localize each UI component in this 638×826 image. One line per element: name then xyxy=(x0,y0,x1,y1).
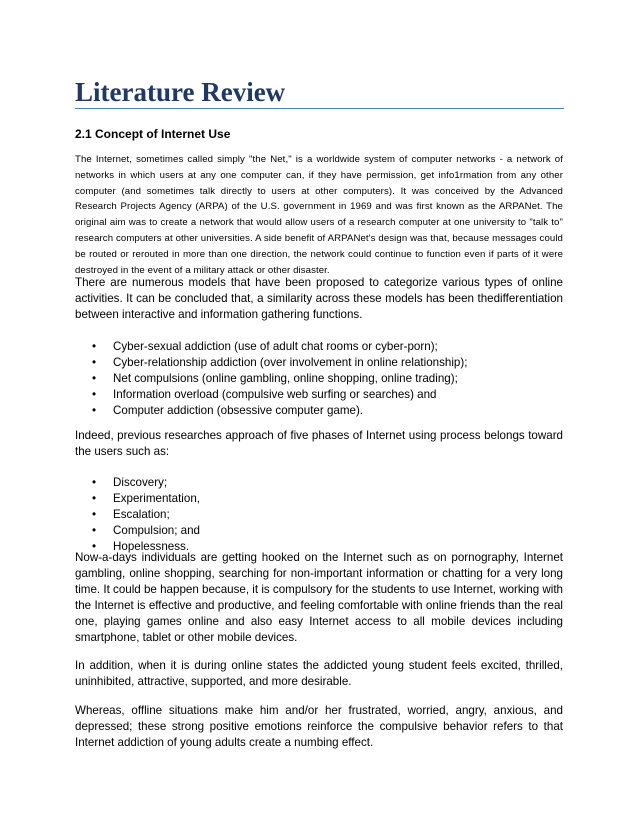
intro-paragraph: The Internet, sometimes called simply "the Net," is a worldwide system of computer networks - a network of networks in which users at any one computer can, if they have permission, get info1rmation from any other computer (and sometimes talk directly to users at other computers). It was conceived by the Advanced Research Projects Agency (ARPA) of the U.S. government in 1969 and was first known as the ARPANet. The original aim was to create a network that would allow users of a research computer at one university to "talk to" research computers at other universities. A side benefit of ARPANet's design was that, because messages could be routed or rerouted in more than one direction, the network could continue to function even if parts of it were destroyed in the event of a military attack or other disaster. xyxy=(75,154,563,276)
list-item: • Computer addiction (obsessive computer game). xyxy=(92,404,364,417)
list-item: • Hopelessness. xyxy=(92,540,190,553)
bullet-icon: • xyxy=(92,524,97,537)
offline-paragraph: Whereas, offline situations make him and/or her frustrated, worried, angry, anxious, and depressed; these strong positive emotions reinforce the compulsive behavior refers to that Internet addiction of young adults create a numbing effect. xyxy=(75,704,563,749)
bullet-icon: • xyxy=(92,356,97,369)
title-divider xyxy=(75,108,564,109)
section-heading: 2.1 Concept of Internet Use xyxy=(75,127,231,141)
list-item: • Experimentation, xyxy=(92,492,200,505)
bullet-icon: • xyxy=(92,540,97,553)
list-item: • Information overload (compulsive web surfing or searches) and xyxy=(92,388,437,401)
list-item: • Compulsion; and xyxy=(92,524,201,537)
bullet-icon: • xyxy=(92,508,97,521)
bullet-icon: • xyxy=(92,476,97,489)
bullet-icon: • xyxy=(92,372,97,385)
nowadays-paragraph: Now-a-days individuals are getting hooked on the Internet such as on pornography, Internet gambling, online shopping, searching for non-important information or chatting for a very long time. It could be happen because, it is compulsory for the students to use Internet, working with the Internet is effective and productive, and feeling comfortable with online friends than the real one, playing games online and also easy Internet access to all mobile devices including smartphone, tablet or other mobile devices. xyxy=(75,551,563,644)
page-title: Literature Review xyxy=(75,77,286,107)
bullet-icon: • xyxy=(92,340,97,353)
online-states-paragraph: In addition, when it is during online states the addicted young student feels excited, thrilled, uninhibited, attractive, supported, and more desirable. xyxy=(75,659,563,688)
phases-intro: Indeed, previous researches approach of five phases of Internet using process belongs toward the users such as: xyxy=(75,429,563,458)
addiction-types-list xyxy=(92,339,467,419)
list-item: • Discovery; xyxy=(92,476,168,489)
models-paragraph: There are numerous models that have been proposed to categorize various types of online activities. It can be concluded that, a similarity across these models has been thedifferentiation between interactive and information gathering functions. xyxy=(75,276,563,321)
bullet-icon: • xyxy=(92,388,97,401)
phases-list xyxy=(92,475,200,555)
list-item: • Net compulsions (online gambling, online shopping, online trading); xyxy=(92,372,458,385)
list-item: • Cyber-relationship addiction (over involvement in online relationship); xyxy=(92,356,468,369)
bullet-icon: • xyxy=(92,492,97,505)
bullet-icon: • xyxy=(92,404,97,417)
list-item: • Escalation; xyxy=(92,508,170,521)
list-item: • Cyber-sexual addiction (use of adult chat rooms or cyber-porn); xyxy=(92,340,438,353)
